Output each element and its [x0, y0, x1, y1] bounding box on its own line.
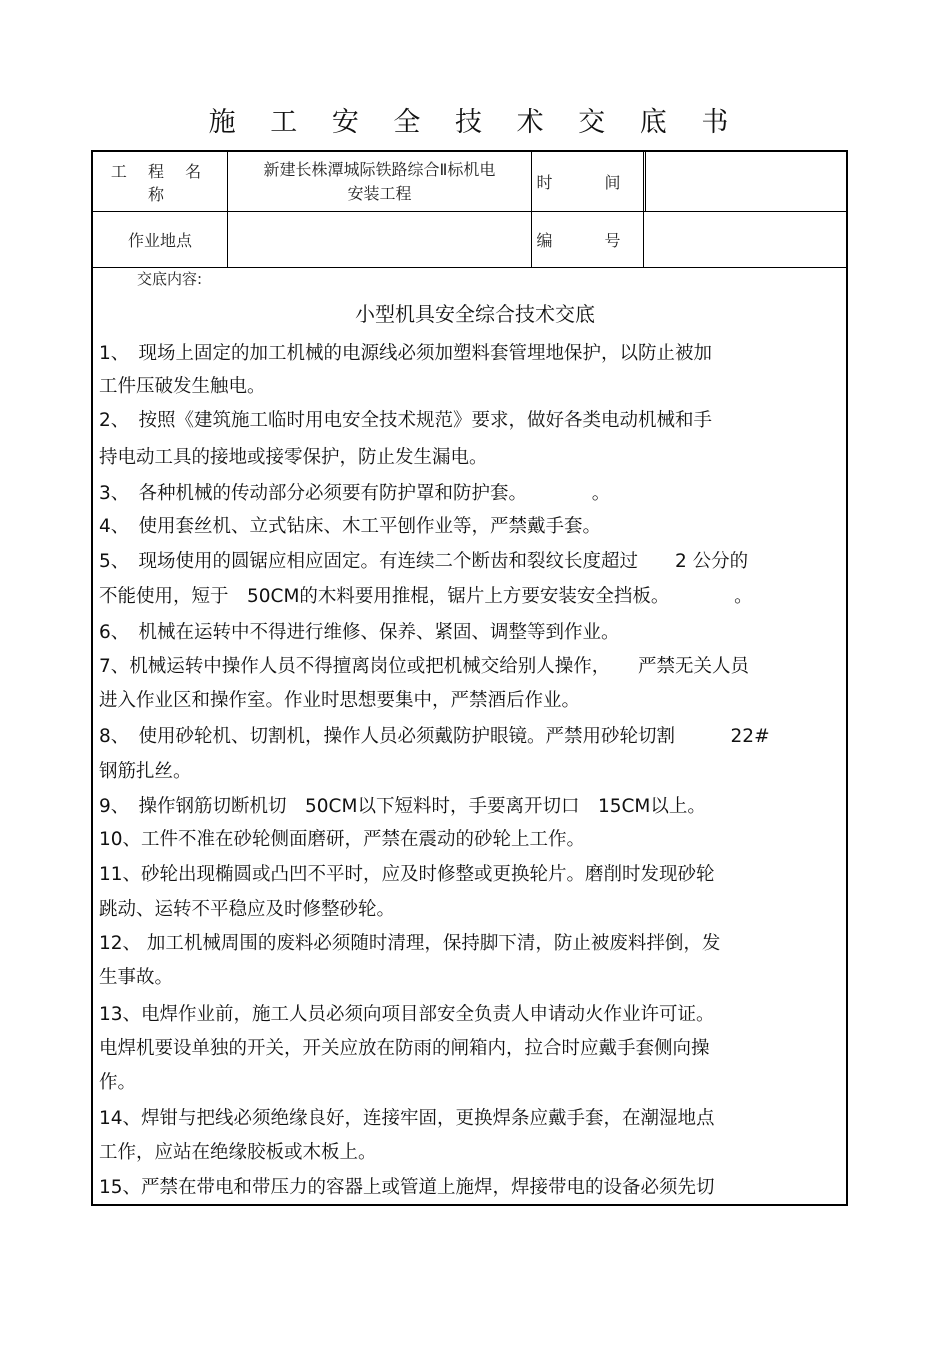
row-divider	[92, 267, 847, 268]
content-line: 7、机械运转中操作人员不得擅离岗位或把机械交给别人操作， 严禁无关人员	[99, 656, 750, 677]
content-line: 9、 操作钢筋切断机切 50CM以下短料时，手要离开切口 15CM以上。	[99, 796, 706, 817]
content-subtitle: 小型机具安全综合技术交底	[355, 302, 595, 326]
content-line: 4、 使用套丝机、立式钻床、木工平刨作业等，严禁戴手套。	[99, 516, 602, 537]
content-line: 工作，应站在绝缘胶板或木板上。	[99, 1142, 377, 1163]
location-label: 作业地点	[127, 231, 192, 250]
content-line: 2、 按照《建筑施工临时用电安全技术规范》要求，做好各类电动机械和手	[99, 410, 713, 431]
content-line: 生事故。	[99, 967, 174, 988]
content-line: 10、工件不准在砂轮侧面磨研，严禁在震动的砂轮上工作。	[99, 829, 586, 850]
project-name-line1: 新建长株潭城际铁路综合Ⅱ标机电	[263, 159, 496, 179]
time-label: 时 间	[536, 173, 639, 192]
content-line: 工件压破发生触电。	[99, 376, 266, 397]
content-line: 持电动工具的接地或接零保护，防止发生漏电。	[99, 447, 488, 468]
content-line: 11、砂轮出现椭圆或凸凹不平时，应及时修整或更换轮片。磨削时发现砂轮	[99, 864, 715, 885]
content-line: 5、 现场使用的圆锯应相应固定。有连续二个断齿和裂纹长度超过 2 公分的	[99, 551, 749, 572]
number-value	[644, 212, 846, 267]
project-name-line2: 安装工程	[347, 183, 412, 203]
project-name-label: 工 程 名 称	[110, 161, 210, 204]
content-line: 3、 各种机械的传动部分必须要有防护罩和防护套。 。	[99, 483, 611, 504]
content-line: 作。	[99, 1072, 137, 1093]
document-title: 施 工 安 全 技 术 交 底 书	[208, 107, 742, 138]
content-line: 15、严禁在带电和带压力的容器上或管道上施焊，焊接带电的设备必须先切	[99, 1177, 715, 1198]
content-line: 跳动、运转不平稳应及时修整砂轮。	[99, 899, 396, 920]
content-line: 1、 现场上固定的加工机械的电源线必须加塑料套管埋地保护，以防止被加	[99, 343, 713, 364]
content-line: 钢筋扎丝。	[99, 761, 192, 782]
content-line: 6、 机械在运转中不得进行维修、保养、紧固、调整等到作业。	[99, 622, 620, 643]
intro-label: 交底内容:	[137, 270, 203, 288]
location-value	[228, 212, 531, 267]
content-line: 不能使用，短于 50CM的木料要用推棍，锯片上方要安装安全挡板。 。	[99, 586, 753, 607]
project-name-value	[228, 152, 531, 211]
number-label: 编 号	[536, 231, 639, 250]
content-line: 12、 加工机械周围的废料必须随时清理，保持脚下清，防止被废料拌倒，发	[99, 933, 721, 954]
content-line: 8、 使用砂轮机、切割机，操作人员必须戴防护眼镜。严禁用砂轮切割 22#	[99, 726, 770, 747]
content-line: 14、焊钳与把线必须绝缘良好，连接牢固，更换焊条应戴手套，在潮湿地点	[99, 1108, 715, 1129]
content-line: 电焊机要设单独的开关，开关应放在防雨的闸箱内，拉合时应戴手套侧向操	[99, 1038, 710, 1059]
time-value	[646, 152, 846, 211]
content-line: 13、电焊作业前，施工人员必须向项目部安全负责人申请动火作业许可证。	[99, 1004, 715, 1025]
content-line: 进入作业区和操作室。作业时思想要集中，严禁酒后作业。	[99, 690, 581, 711]
